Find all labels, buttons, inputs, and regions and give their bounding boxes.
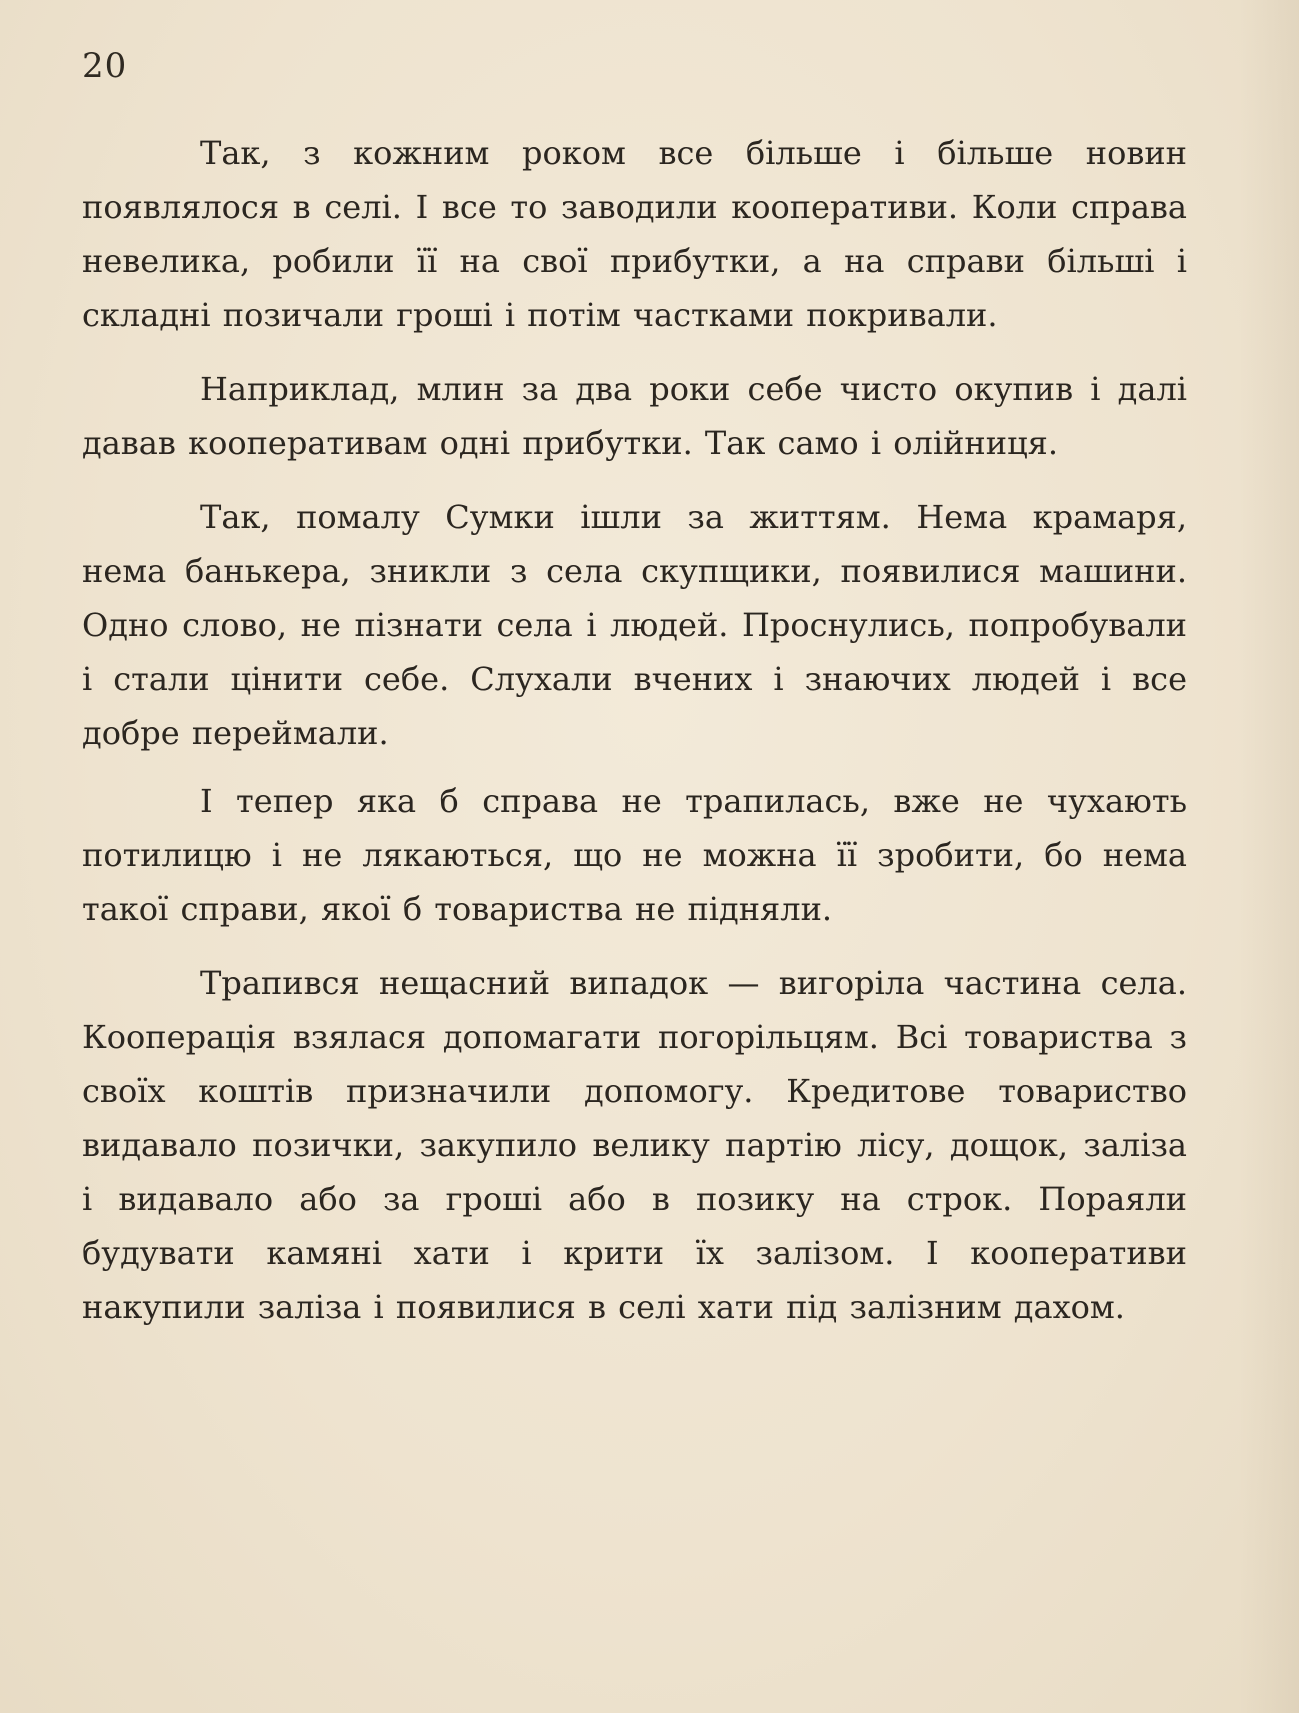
paragraph-4: І тепер яка б справа не трапилась, вже не чухають потилицю і не лякаються, що не можна її зробити, бо нема такої справи, якої б товариства не підняли. xyxy=(82,782,1187,928)
text-body xyxy=(82,126,1187,1354)
paragraph-5: Трапився нещасний випадок — вигоріла частина села. Кооперація взялася допомагати погорільцям. Всі товариства з своїх коштів призначили допомогу. Кредитове товариство видавало позички, закупило велику партію лісу, дощок, заліза і видавало або за гроші або в позику на строк. Пораяли будувати камяні хати і крити їх залізом. І кооперативи накупили заліза і появилися в селі хати під залізним дахом. xyxy=(82,964,1187,1326)
paragraph-1: Так, з кожним роком все більше і більше новин появлялося в селі. І все то заводили кооперативи. Коли справа невелика, робили її на свої прибутки, а на справи більші і складні позичали гроші і потім частками покривали. xyxy=(82,134,1187,334)
paragraph-3: Так, помалу Сумки ішли за життям. Нема крамаря, нема банькера, зникли з села скупщики, появилися машини. Одно слово, не пізнати села і людей. Проснулись, попробували і стали цінити себе. Слухали вчених і знаючих людей і все добре переймали. xyxy=(82,498,1187,752)
page-number: 20 xyxy=(82,46,128,86)
paragraph-2: Наприклад, млин за два роки себе чисто окупив і далі давав кооперативам одні прибутки. Так само і олійниця. xyxy=(82,370,1187,462)
